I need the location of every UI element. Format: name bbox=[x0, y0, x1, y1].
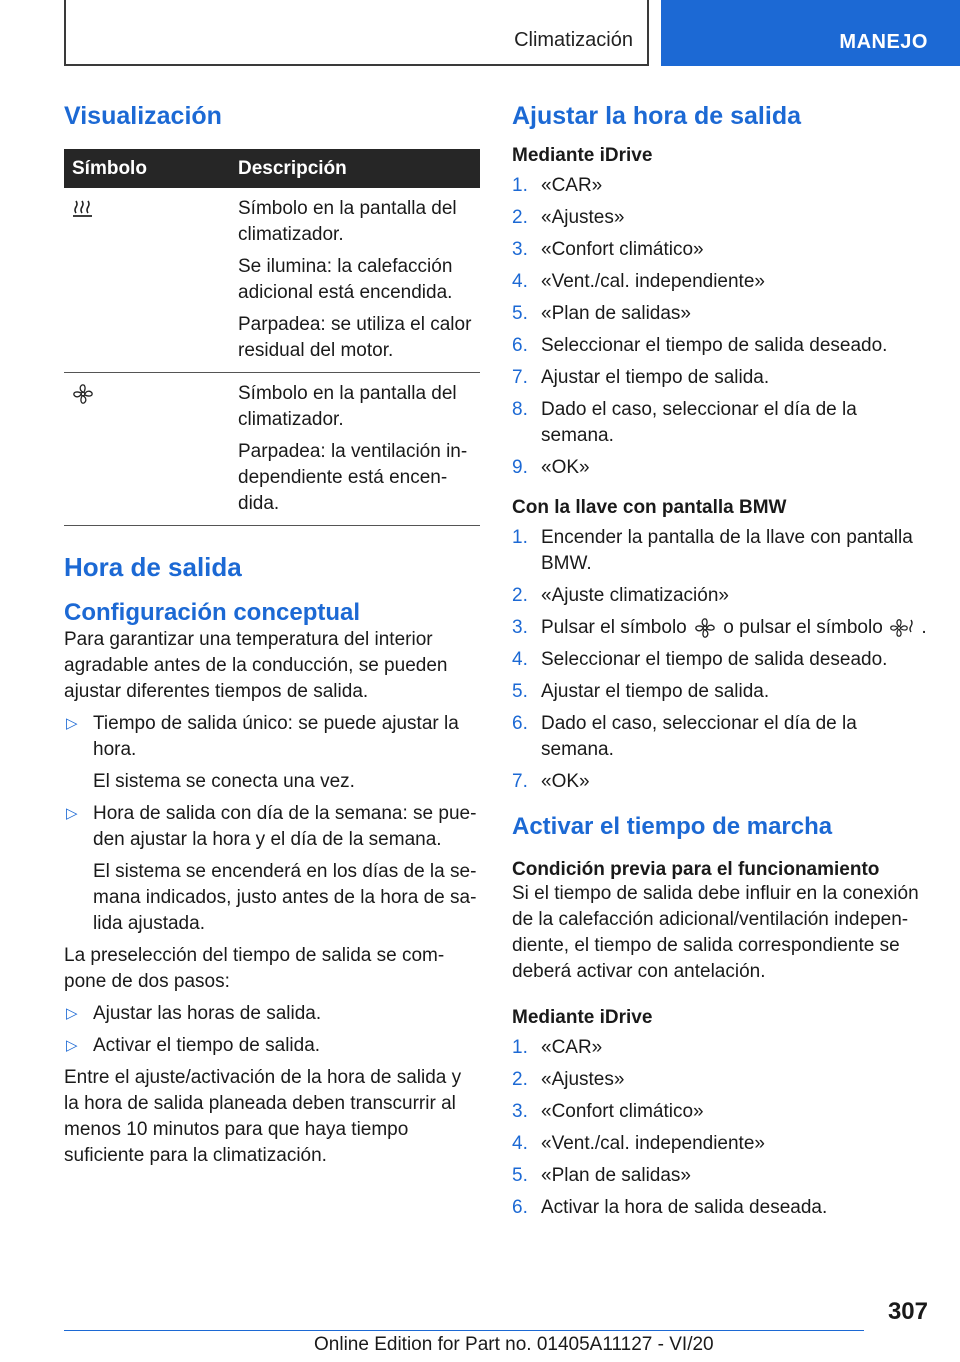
header-chapter-tab[interactable] bbox=[661, 0, 960, 66]
list-item: 1. Encender la pantalla de la llave con pantalla BMW. bbox=[512, 527, 913, 574]
list-item bbox=[64, 711, 480, 795]
list-item: 1. «CAR» bbox=[512, 175, 603, 196]
table-cell-description bbox=[215, 188, 480, 373]
triangle-bullet-icon: ▷ bbox=[66, 715, 78, 732]
fan-icon bbox=[72, 383, 94, 405]
right-column bbox=[512, 96, 932, 1227]
departure-title: Hora de salida bbox=[64, 552, 242, 582]
fan-icon bbox=[692, 617, 718, 639]
list-item: 7. Ajustar el tiempo de salida. bbox=[512, 367, 770, 388]
left-column bbox=[64, 96, 480, 1169]
row1-text-1: Símbolo en la pantalla del climatizador. bbox=[238, 198, 457, 245]
list-item bbox=[64, 1033, 480, 1059]
bullet-text: Activar el tiempo de salida. bbox=[93, 1035, 321, 1056]
departure-types-list bbox=[64, 711, 480, 937]
footer-edition: Online Edition for Part no. 01405A11127 - VI/20 bbox=[314, 1334, 714, 1355]
list-item: 6. Dado el caso, seleccionar el día de la semana. bbox=[512, 713, 857, 760]
table-header-symbol: Símbolo bbox=[64, 149, 215, 188]
table-cell-symbol bbox=[64, 188, 215, 373]
timing-note: Entre el ajuste/activación de la hora de salida y la hora de salida planeada deben transcurrir al menos 10 minutos para que haya tiempo suficiente para la climatización. bbox=[64, 1067, 462, 1166]
adjust-idrive-steps bbox=[512, 173, 932, 481]
list-item: 3. Pulsar el símbolo o pulsar el símbolo . bbox=[512, 617, 927, 638]
adjust-title: Ajustar la hora de salida bbox=[512, 102, 801, 130]
table-cell-description bbox=[215, 373, 480, 526]
list-item: 9. «OK» bbox=[512, 457, 590, 478]
prereq-title: Condición previa para el funcionamiento bbox=[512, 859, 880, 880]
list-item: 6. Seleccionar el tiempo de salida deseado. bbox=[512, 335, 888, 356]
symbol-table bbox=[64, 149, 480, 526]
list-item: 4. «Vent./cal. independiente» bbox=[512, 1133, 765, 1154]
list-item: 2. «Ajustes» bbox=[512, 1069, 625, 1090]
adjust-idrive-title: Mediante iDrive bbox=[512, 145, 653, 166]
heating-icon bbox=[72, 199, 94, 219]
bullet-text: Tiempo de salida único: se puede ajustar la hora. bbox=[93, 713, 459, 760]
row1-text-2: Se ilumina: la calefacción adicional está encendida. bbox=[238, 256, 453, 303]
triangle-bullet-icon: ▷ bbox=[66, 805, 78, 822]
bullet-text: Hora de salida con día de la semana: se pueden ajustar la hora y el día de la semana. bbox=[93, 803, 477, 850]
list-item: 3. «Confort climático» bbox=[512, 239, 704, 260]
list-item: 5. Ajustar el tiempo de salida. bbox=[512, 681, 770, 702]
preselection-steps-list bbox=[64, 1001, 480, 1059]
bullet-subtext: El sistema se encenderá en los días de la semana indicados, justo antes de la hora de salida ajustada. bbox=[93, 861, 477, 934]
key-title: Con la llave con pantalla BMW bbox=[512, 497, 787, 518]
key-steps bbox=[512, 525, 932, 795]
visualization-title: Visualización bbox=[64, 102, 222, 130]
list-item: 5. «Plan de salidas» bbox=[512, 303, 691, 324]
concept-intro: Para garantizar una temperatura del interior agradable antes de la conducción, se pueden ajustar diferentes tiempos de salida. bbox=[64, 629, 448, 702]
list-item: 8. Dado el caso, seleccionar el día de la semana. bbox=[512, 399, 857, 446]
bullet-text: Ajustar las horas de salida. bbox=[93, 1003, 322, 1024]
list-item: 6. Activar la hora de salida deseada. bbox=[512, 1197, 828, 1218]
table-row bbox=[64, 373, 480, 526]
list-item: 3. «Confort climático» bbox=[512, 1101, 704, 1122]
table-header-description: Descripción bbox=[215, 149, 480, 188]
triangle-bullet-icon: ▷ bbox=[66, 1005, 78, 1022]
table-row bbox=[64, 188, 480, 373]
bullet-subtext: El sistema se conecta una vez. bbox=[93, 771, 355, 792]
list-item: 5. «Plan de salidas» bbox=[512, 1165, 691, 1186]
table-cell-symbol bbox=[64, 373, 215, 526]
preselection-text: La preselección del tiempo de salida se compone de dos pasos: bbox=[64, 945, 445, 992]
footer-divider bbox=[64, 1330, 864, 1331]
list-item: 7. «OK» bbox=[512, 771, 590, 792]
activate-idrive-title: Mediante iDrive bbox=[512, 1007, 653, 1028]
list-item: 4. «Vent./cal. independiente» bbox=[512, 271, 765, 292]
concept-title: Configuración conceptual bbox=[64, 599, 361, 626]
fan-heat-icon bbox=[888, 617, 916, 639]
row1-text-3: Parpadea: se utiliza el calor residual del motor. bbox=[238, 314, 472, 361]
row2-text-1: Símbolo en la pantalla del climatizador. bbox=[238, 383, 457, 430]
header-section-box bbox=[64, 0, 649, 66]
header-chapter-label: MANEJO bbox=[839, 31, 928, 53]
list-item: 4. Seleccionar el tiempo de salida deseado. bbox=[512, 649, 888, 670]
list-item bbox=[64, 801, 480, 937]
page-number: 307 bbox=[887, 1298, 928, 1325]
prereq-text: Si el tiempo de salida debe influir en la conexión de la calefacción adicional/ventilación independiente, el tiempo de salida correspondiente se deberá activar con antelación. bbox=[512, 883, 919, 982]
header-section-title: Climatización bbox=[514, 29, 633, 51]
list-item: 1. «CAR» bbox=[512, 1037, 603, 1058]
activate-idrive-steps bbox=[512, 1035, 932, 1221]
row2-text-2: Parpadea: la ventilación independiente está encendida. bbox=[238, 441, 468, 514]
list-item: 2. «Ajustes» bbox=[512, 207, 625, 228]
list-item: 2. «Ajuste climatización» bbox=[512, 585, 729, 606]
list-item bbox=[64, 1001, 480, 1027]
activate-title: Activar el tiempo de marcha bbox=[512, 813, 833, 840]
triangle-bullet-icon: ▷ bbox=[66, 1037, 78, 1054]
